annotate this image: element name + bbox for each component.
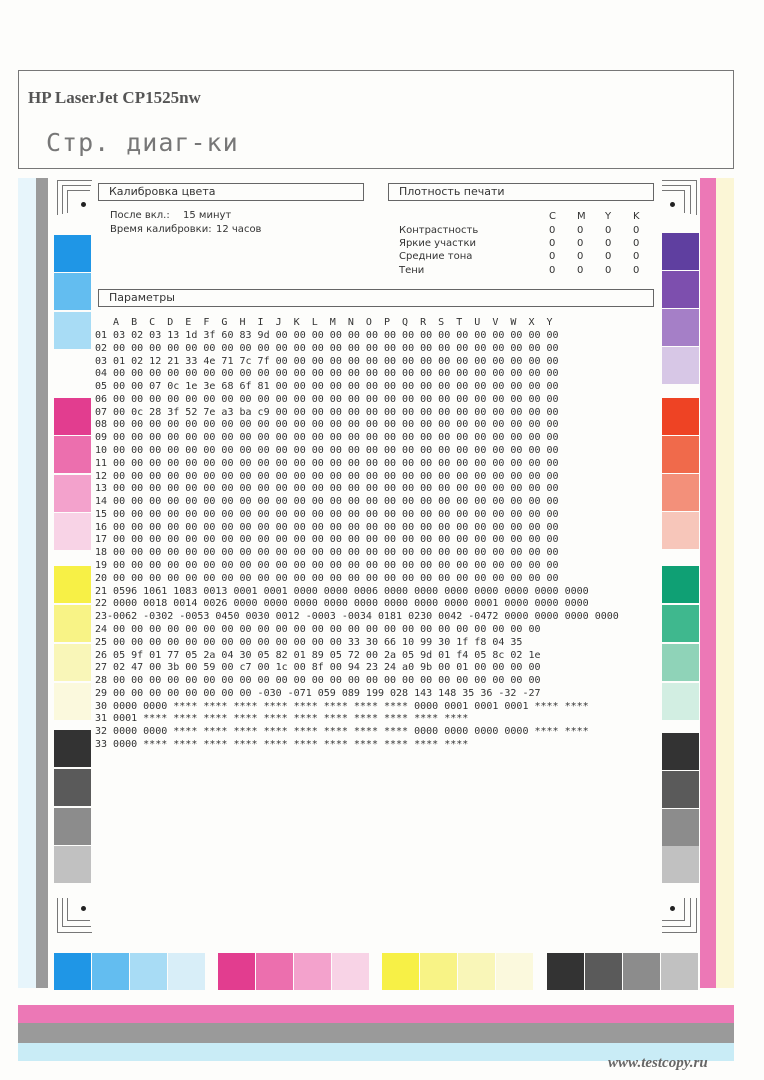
params-row: 33 0000 **** **** **** **** **** **** **** **** **** **** **** <box>95 738 469 750</box>
params-row: 19 00 00 00 00 00 00 00 00 00 00 00 00 00 00 00 00 00 00 00 00 00 00 00 00 00 <box>95 560 559 572</box>
density-row-label: Контрастность <box>399 225 479 236</box>
black-swatch <box>54 808 91 845</box>
density-row-label: Яркие участки <box>399 238 476 250</box>
density-row-label: Средние тона <box>399 251 473 263</box>
density-value: 0 <box>633 251 640 263</box>
magenta-swatch <box>54 398 91 435</box>
calibration-section-title: Калибровка цвета <box>98 183 364 201</box>
after-power-label: После вкл.: <box>110 210 170 221</box>
yellow-swatch <box>420 953 457 990</box>
density-value: 0 <box>577 238 584 250</box>
density-value: 0 <box>577 225 584 236</box>
params-row: 22 0000 0018 0014 0026 0000 0000 0000 0000 0000 0000 0000 0000 0001 0000 0000 0000 <box>95 598 589 610</box>
params-row: 04 00 00 00 00 00 00 00 00 00 00 00 00 00 00 00 00 00 00 00 00 00 00 00 00 00 <box>95 368 559 380</box>
params-row: 29 00 00 00 00 00 00 00 00 -030 -071 059 089 199 028 143 148 35 36 -32 -27 <box>95 687 541 699</box>
yellow-swatch <box>458 953 495 990</box>
params-row: 27 02 47 00 3b 00 59 00 c7 00 1c 00 8f 00 94 23 24 a0 9b 00 01 00 00 00 00 <box>95 662 541 674</box>
black-swatch <box>623 953 660 990</box>
params-row: 01 03 02 03 13 1d 3f 60 83 9d 00 00 00 00 00 00 00 00 00 00 00 00 00 00 00 00 <box>95 330 559 341</box>
density-row-label: Тени <box>399 264 425 276</box>
params-row: 06 00 00 00 00 00 00 00 00 00 00 00 00 00 00 00 00 00 00 00 00 00 00 00 00 00 <box>95 393 559 405</box>
density-section-title: Плотность печати <box>388 183 654 201</box>
after-power-value: 15 минут <box>183 210 232 221</box>
red-swatch <box>662 398 699 435</box>
magenta-swatch <box>332 953 369 990</box>
red-swatch <box>662 436 699 473</box>
cyan-swatch <box>168 953 205 990</box>
registration-mark-icon <box>57 180 93 216</box>
calibration-time-label: Время калибровки: <box>110 224 212 235</box>
cyan-swatch <box>92 953 129 990</box>
params-row: 09 00 00 00 00 00 00 00 00 00 00 00 00 00 00 00 00 00 00 00 00 00 00 00 00 00 <box>95 432 559 444</box>
params-row: 16 00 00 00 00 00 00 00 00 00 00 00 00 00 00 00 00 00 00 00 00 00 00 00 00 00 <box>95 521 559 533</box>
cyan-strip-left <box>18 178 36 988</box>
black-swatch <box>54 730 91 767</box>
params-row: 23-0062 -0302 -0053 0450 0030 0012 -0003 -0034 0181 0230 0042 -0472 0000 0000 0000 0000 <box>95 611 619 623</box>
density-value: 0 <box>577 264 584 276</box>
yellow-swatch <box>54 605 91 642</box>
cyan-swatch <box>54 273 91 310</box>
params-row: 28 00 00 00 00 00 00 00 00 00 00 00 00 00 00 00 00 00 00 00 00 00 00 00 00 <box>95 675 541 687</box>
params-row: 30 0000 0000 **** **** **** **** **** **** **** **** 0000 0001 0001 0001 **** **** <box>95 700 589 712</box>
density-value: 0 <box>605 238 612 250</box>
gray-strip-bottom <box>18 1023 734 1043</box>
params-row: 32 0000 0000 **** **** **** **** **** **** **** **** 0000 0000 0000 0000 **** **** <box>95 726 589 738</box>
density-value: 0 <box>633 238 640 250</box>
yellow-swatch <box>54 566 91 603</box>
density-col-header: Y <box>605 211 612 222</box>
density-col-header: K <box>633 211 640 222</box>
params-row: 07 00 0c 28 3f 52 7e a3 ba c9 00 00 00 00 00 00 00 00 00 00 00 00 00 00 00 00 <box>95 406 559 418</box>
yellow-swatch <box>382 953 419 990</box>
params-row: 11 00 00 00 00 00 00 00 00 00 00 00 00 00 00 00 00 00 00 00 00 00 00 00 00 00 <box>95 457 559 469</box>
purple-swatch <box>662 347 699 384</box>
params-row: 10 00 00 00 00 00 00 00 00 00 00 00 00 00 00 00 00 00 00 00 00 00 00 00 00 00 <box>95 445 559 457</box>
cyan-swatch <box>54 312 91 349</box>
params-row: 05 00 00 07 0c 1e 3e 68 6f 81 00 00 00 00 00 00 00 00 00 00 00 00 00 00 00 00 <box>95 381 559 393</box>
magenta-swatch <box>218 953 255 990</box>
density-value: 0 <box>549 238 556 250</box>
params-row: 31 0001 **** **** **** **** **** **** **** **** **** **** **** <box>95 713 469 725</box>
params-row: 26 05 9f 01 77 05 2a 04 30 05 82 01 89 05 72 00 2a 05 9d 01 f4 05 8c 02 1e <box>95 649 541 661</box>
magenta-swatch <box>54 475 91 512</box>
green-swatch <box>662 644 699 681</box>
red-swatch <box>662 512 699 549</box>
black-swatch <box>662 733 699 770</box>
params-row: 20 00 00 00 00 00 00 00 00 00 00 00 00 00 00 00 00 00 00 00 00 00 00 00 00 00 <box>95 572 559 584</box>
density-value: 0 <box>633 264 640 276</box>
magenta-swatch <box>256 953 293 990</box>
density-value: 0 <box>633 225 640 236</box>
page-title: Стр. диаг-ки <box>46 128 239 157</box>
purple-swatch <box>662 233 699 270</box>
params-row: 13 00 00 00 00 00 00 00 00 00 00 00 00 00 00 00 00 00 00 00 00 00 00 00 00 00 <box>95 483 559 495</box>
density-value: 0 <box>605 225 612 236</box>
cyan-swatch <box>54 953 91 990</box>
black-swatch <box>54 846 91 883</box>
density-value: 0 <box>549 251 556 263</box>
cyan-swatch <box>54 235 91 272</box>
calibration-time-value: 12 часов <box>216 224 262 235</box>
yellow-swatch <box>54 644 91 681</box>
params-row: 24 00 00 00 00 00 00 00 00 00 00 00 00 00 00 00 00 00 00 00 00 00 00 00 00 <box>95 623 541 635</box>
green-swatch <box>662 683 699 720</box>
params-row: 25 00 00 00 00 00 00 00 00 00 00 00 00 00 33 30 66 10 99 30 1f f8 04 35 <box>95 636 523 648</box>
green-swatch <box>662 566 699 603</box>
registration-mark-icon <box>662 180 698 216</box>
purple-swatch <box>662 271 699 308</box>
registration-mark-icon <box>57 898 93 934</box>
black-swatch <box>662 771 699 808</box>
density-col-header: M <box>577 211 586 222</box>
red-swatch <box>662 474 699 511</box>
black-swatch <box>662 809 699 846</box>
magenta-swatch <box>54 513 91 550</box>
params-column-header: A B C D E F G H I J K L M N O P Q R S T U V W X Y <box>95 317 553 328</box>
magenta-swatch <box>294 953 331 990</box>
params-row: 15 00 00 00 00 00 00 00 00 00 00 00 00 00 00 00 00 00 00 00 00 00 00 00 00 00 <box>95 508 559 520</box>
density-value: 0 <box>605 251 612 263</box>
density-value: 0 <box>549 225 556 236</box>
purple-swatch <box>662 309 699 346</box>
black-swatch <box>547 953 584 990</box>
params-section-title: Параметры <box>98 289 654 307</box>
printer-model: HP LaserJet CP1525nw <box>28 88 201 107</box>
density-value: 0 <box>549 264 556 276</box>
params-row: 21 0596 1061 1083 0013 0001 0001 0000 0000 0006 0000 0000 0000 0000 0000 0000 0000 <box>95 585 589 597</box>
density-col-header: C <box>549 211 556 222</box>
magenta-strip-bottom <box>18 1005 734 1023</box>
magenta-strip-right <box>700 178 716 988</box>
params-row: 03 01 02 12 21 33 4e 71 7c 7f 00 00 00 00 00 00 00 00 00 00 00 00 00 00 00 00 <box>95 355 559 367</box>
yellow-swatch <box>54 683 91 720</box>
registration-mark-icon <box>662 898 698 934</box>
green-swatch <box>662 605 699 642</box>
density-value: 0 <box>605 264 612 276</box>
params-row: 14 00 00 00 00 00 00 00 00 00 00 00 00 00 00 00 00 00 00 00 00 00 00 00 00 00 <box>95 496 559 508</box>
params-row: 08 00 00 00 00 00 00 00 00 00 00 00 00 00 00 00 00 00 00 00 00 00 00 00 00 00 <box>95 419 559 431</box>
black-swatch <box>585 953 622 990</box>
watermark: www.testcopy.ru <box>608 1055 708 1071</box>
params-row: 17 00 00 00 00 00 00 00 00 00 00 00 00 00 00 00 00 00 00 00 00 00 00 00 00 00 <box>95 534 559 546</box>
gray-strip-left <box>36 178 48 988</box>
yellow-strip-right <box>716 178 734 988</box>
cyan-swatch <box>130 953 167 990</box>
yellow-swatch <box>496 953 533 990</box>
magenta-swatch <box>54 436 91 473</box>
black-swatch <box>662 846 699 883</box>
params-row: 12 00 00 00 00 00 00 00 00 00 00 00 00 00 00 00 00 00 00 00 00 00 00 00 00 00 <box>95 470 559 482</box>
params-row: 18 00 00 00 00 00 00 00 00 00 00 00 00 00 00 00 00 00 00 00 00 00 00 00 00 00 <box>95 547 559 559</box>
black-swatch <box>661 953 698 990</box>
black-swatch <box>54 769 91 806</box>
params-row: 02 00 00 00 00 00 00 00 00 00 00 00 00 00 00 00 00 00 00 00 00 00 00 00 00 00 <box>95 342 559 354</box>
density-value: 0 <box>577 251 584 263</box>
